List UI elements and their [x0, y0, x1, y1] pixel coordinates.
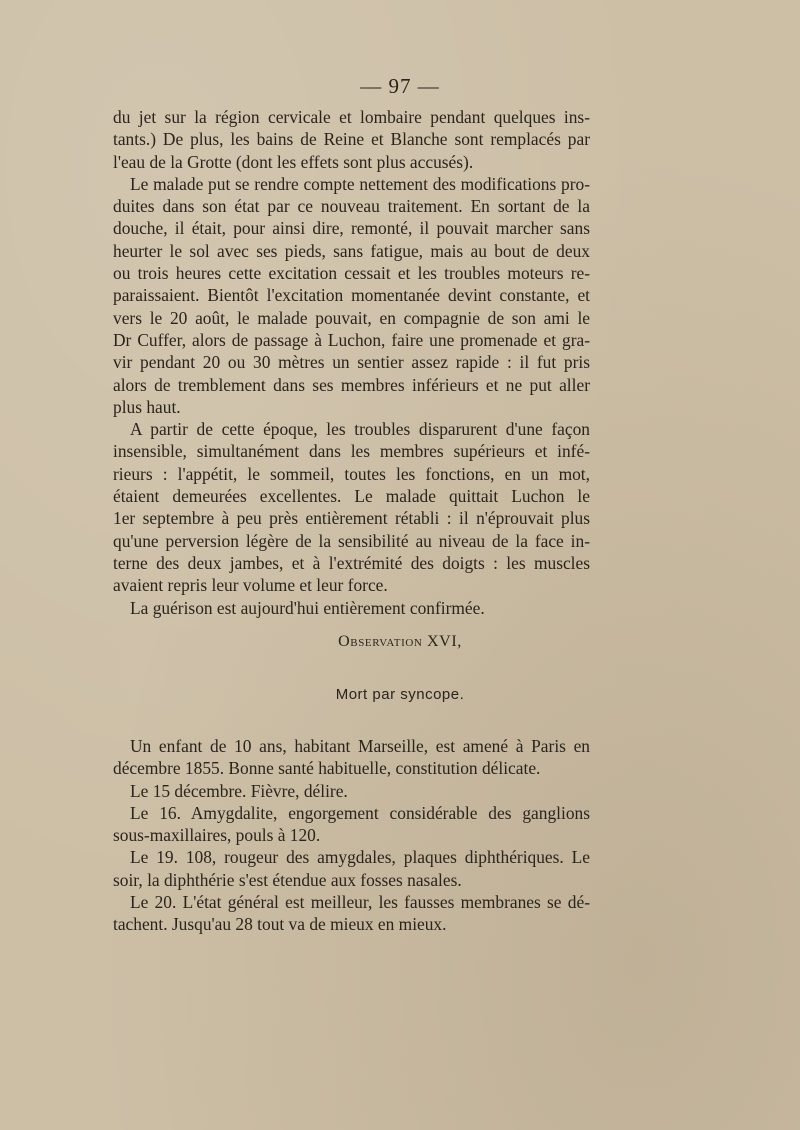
text-line: La guérison est aujourd'hui entièrement confirmée. — [130, 597, 485, 618]
text-line: Dr Cuffer, alors de passage à Luchon, faire une promenade et gra- — [113, 329, 590, 350]
text-line: alors de tremblement dans ses membres inférieurs et ne put aller — [113, 374, 590, 395]
text-line: Un enfant de 10 ans, habitant Marseille, est amené à Paris en — [130, 736, 590, 756]
text-line: décembre 1855. Bonne santé habituelle, constitution délicate. — [113, 758, 541, 779]
text-line: tachent. Jusqu'au 28 tout va de mieux en mieux. — [113, 914, 447, 935]
text-line: insensible, simultanément dans les membres supérieurs et infé- — [113, 441, 590, 462]
observation-heading: Observation XVI, — [338, 633, 462, 650]
text-line: Le 20. L'état général est meilleur, les fausses membranes se dé- — [130, 892, 590, 913]
text-block-top — [113, 106, 590, 619]
text-line: tants.) De plus, les bains de Reine et Blanche sont remplacés par — [113, 129, 590, 150]
text-line: 1er septembre à peu près entièrement rétabli : il n'éprouvait plus — [113, 508, 590, 529]
text-block-bottom — [113, 735, 590, 936]
text-line: avaient repris leur volume et leur force. — [113, 575, 388, 596]
text-line: rieurs : l'appétit, le sommeil, toutes les fonctions, en un mot, — [113, 463, 590, 484]
text-line: Le 15 décembre. Fièvre, délire. — [130, 780, 348, 801]
text-line: ou trois heures cette excitation cessait et les troubles moteurs re- — [113, 263, 590, 284]
text-line: plus haut. — [113, 396, 181, 417]
text-line: vers le 20 août, le malade pouvait, en compagnie de son ami le — [113, 307, 590, 328]
text-line: paraissaient. Bientôt l'excitation momentanée devint constante, et — [113, 285, 590, 306]
text-line: Le 19. 108, rougeur des amygdales, plaques diphthériques. Le — [130, 847, 590, 868]
text-line: vir pendant 20 ou 30 mètres un sentier assez rapide : il fut pris — [113, 352, 590, 373]
text-line: étaient demeurées excellentes. Le malade quittait Luchon le — [113, 486, 590, 507]
text-line: du jet sur la région cervicale et lombaire pendant quelques ins- — [113, 107, 590, 127]
text-line: douche, il était, pour ainsi dire, remonté, il pouvait marcher sans — [113, 218, 590, 239]
text-line: soir, la diphthérie s'est étendue aux fosses nasales. — [113, 869, 462, 890]
text-line: terne des deux jambes, et à l'extrémité des doigts : les muscles — [113, 552, 590, 573]
text-line: duites dans son état par ce nouveau traitement. En sortant de la — [113, 196, 590, 217]
text-line: qu'une perversion légère de la sensibilité au niveau de la face in- — [113, 530, 590, 551]
page-number: — 97 — — [360, 74, 440, 98]
text-line: Le 16. Amygdalite, engorgement considérable des ganglions — [130, 802, 590, 823]
observation-subtitle: Mort par syncope. — [335, 686, 465, 703]
text-line: Le malade put se rendre compte nettement des modifications pro- — [130, 173, 590, 194]
text-line: l'eau de la Grotte (dont les effets sont plus accusés). — [113, 151, 474, 172]
text-line: A partir de cette époque, les troubles disparurent d'une façon — [130, 419, 590, 440]
text-line: sous-maxillaires, pouls à 120. — [113, 825, 321, 846]
text-line: heurter le sol avec ses pieds, sans fatigue, mais au bout de deux — [113, 240, 590, 261]
